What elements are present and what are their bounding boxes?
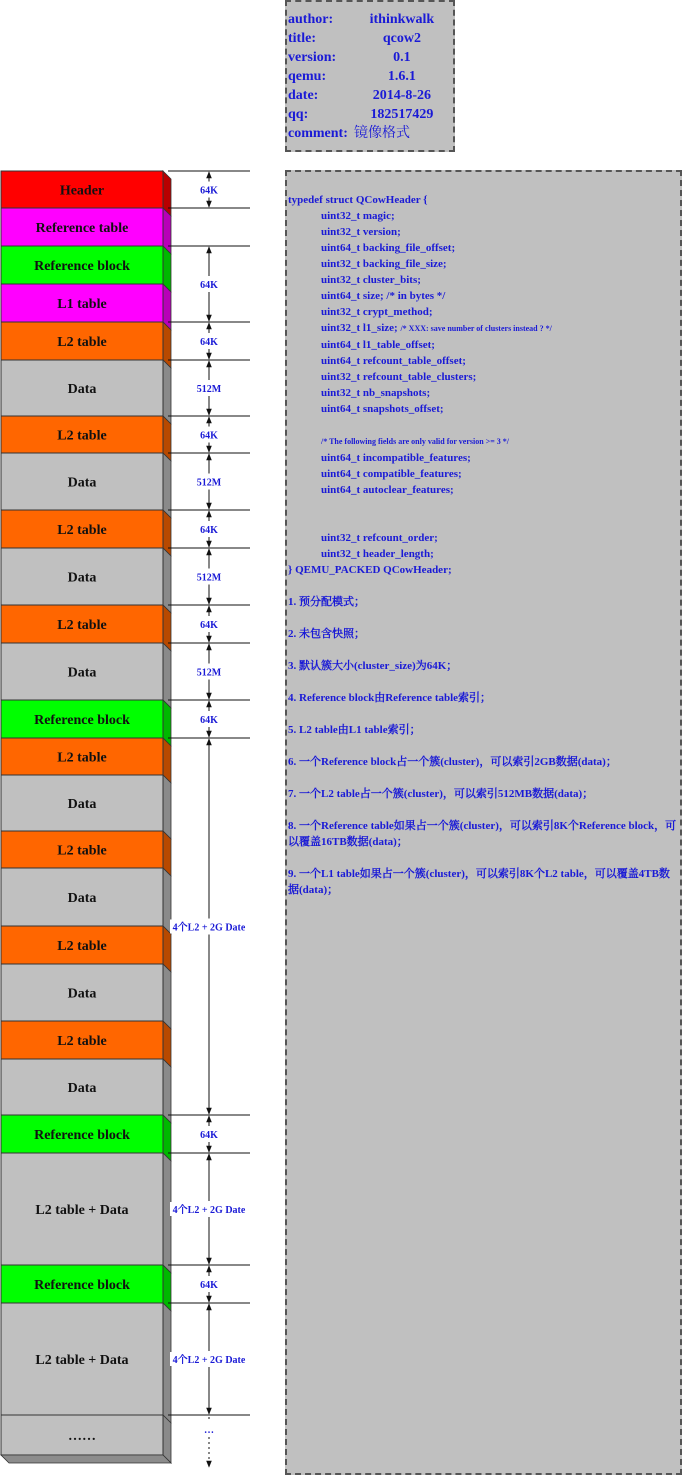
note-item: 8. 一个Reference table如果占一个簇(cluster)，可以索引8K个Reference block，可以覆盖16TB数据(data)； <box>288 820 677 848</box>
dimension-label: 64K <box>200 185 218 197</box>
block-side-face <box>163 1153 171 1273</box>
note-item: 5. L2 table由L1 table索引； <box>288 724 421 736</box>
dimension-label: 512M <box>196 572 222 584</box>
dimension-marker <box>168 510 250 548</box>
layout-block <box>1 360 171 424</box>
code-field: uint64_t snapshots_offset; <box>321 403 444 415</box>
code-field: uint64_t refcount_table_offset; <box>321 355 466 367</box>
metadata-rows <box>288 10 451 124</box>
layout-block <box>1 868 171 934</box>
code-field: uint32_t refcount_table_clusters; <box>321 371 477 383</box>
block-label: L2 table <box>57 1034 107 1049</box>
layout-block <box>1 964 171 1029</box>
dimension-label: 512M <box>196 477 222 489</box>
block-label: Reference block <box>34 713 130 728</box>
block-label: L2 table <box>57 843 107 859</box>
block-label: L2 table <box>57 750 107 766</box>
block-label: Data <box>67 986 97 1002</box>
note-item: 2. 未包含快照； <box>288 628 365 640</box>
layout-block <box>1 775 171 839</box>
metadata-value: 2014-8-26 <box>372 88 432 103</box>
metadata-row <box>288 86 451 105</box>
code-field: uint64_t size; /* in bytes */ <box>321 290 446 302</box>
block-label: L2 table <box>57 618 107 633</box>
metadata-key: version: <box>288 50 337 65</box>
code-comment-v3: /* The following fields are only valid for version >= 3 */ <box>321 437 510 446</box>
dimension-label: 64K <box>200 525 218 536</box>
metadata-key: date: <box>288 88 319 103</box>
dimension-marker <box>168 322 250 360</box>
metadata-row <box>288 67 451 86</box>
block-label: L2 table + Data <box>35 1353 129 1368</box>
code-fields <box>288 210 455 318</box>
code-fields-4 <box>288 532 438 560</box>
code-fields-2 <box>288 339 476 415</box>
dimension-marker <box>168 360 250 416</box>
code-field-l1: uint32_t l1_size; <box>321 322 398 334</box>
block-side-face <box>163 453 171 518</box>
dimension-marker <box>168 453 250 510</box>
code-open-line: typedef struct QCowHeader { <box>288 194 428 206</box>
dimension-marker <box>168 700 250 738</box>
code-field: uint64_t backing_file_offset; <box>321 242 456 254</box>
metadata-panel <box>285 0 455 152</box>
block-label: Data <box>67 475 97 491</box>
dimension-label: 64K <box>200 715 218 726</box>
block-label: Data <box>67 891 97 906</box>
metadata-value: 镜像格式 <box>354 126 410 141</box>
dimension-label: 64K <box>200 1280 218 1291</box>
metadata-row <box>288 105 451 124</box>
dimension-marker <box>168 1265 250 1303</box>
code-field: uint32_t refcount_order; <box>321 532 438 544</box>
layout-block <box>1 453 171 518</box>
code-block <box>288 176 680 578</box>
layout-block <box>1 1153 171 1273</box>
block-label: Data <box>67 797 97 812</box>
code-field: uint64_t compatible_features; <box>321 468 462 480</box>
block-side-face <box>163 868 171 934</box>
dimension-label: 4个L2 + 2G Date <box>172 1355 246 1366</box>
dimension-label: 64K <box>200 620 218 631</box>
dimension-label: 64K <box>200 430 218 442</box>
block-label: L2 table <box>57 523 107 538</box>
block-label: Data <box>67 382 97 397</box>
dimension-label: 512M <box>196 667 222 679</box>
metadata-row <box>288 10 451 29</box>
metadata-key: title: <box>288 31 316 46</box>
dimension-marker <box>168 1153 250 1265</box>
dimension-marker <box>168 548 250 605</box>
dimension-label: 4个L2 + 2G Date <box>172 922 246 934</box>
dimension-marker <box>168 1303 250 1415</box>
block-side-face <box>163 1059 171 1123</box>
block-label: Reference block <box>34 1278 130 1293</box>
notes-panel <box>285 170 682 1475</box>
dimension-label: 64K <box>200 1130 218 1141</box>
code-close-line: } QEMU_PACKED QCowHeader; <box>288 564 452 576</box>
block-label: Header <box>59 183 105 199</box>
code-field: uint32_t nb_snapshots; <box>321 387 431 399</box>
note-item: 7. 一个L2 table占一个簇(cluster)，可以索引512MB数据(data)； <box>288 788 594 800</box>
block-label: L2 table <box>57 335 107 350</box>
dimension-marker <box>168 246 250 322</box>
block-label: Data <box>67 665 97 681</box>
dimension-marker <box>168 416 250 453</box>
block-label: Reference block <box>34 1128 130 1143</box>
code-field: uint32_t cluster_bits; <box>321 274 421 286</box>
block-side-face <box>163 964 171 1029</box>
block-label: L2 table + Data <box>35 1203 129 1218</box>
metadata-row <box>288 48 451 67</box>
note-item: 4. Reference block由Reference table索引； <box>288 692 492 704</box>
code-field: uint32_t version; <box>321 226 401 238</box>
code-fields-3 <box>288 452 471 496</box>
code-field: uint32_t crypt_method; <box>321 306 433 318</box>
code-field: uint32_t magic; <box>321 210 395 222</box>
block-label: Data <box>67 1081 97 1096</box>
dimension-marker <box>168 738 250 1115</box>
metadata-row <box>288 29 451 48</box>
metadata-value: qcow2 <box>382 31 421 46</box>
dimension-marker <box>168 1115 250 1153</box>
dimension-label: 512M <box>196 384 222 395</box>
block-side-face <box>163 360 171 424</box>
metadata-value: 182517429 <box>370 107 434 122</box>
layout-block <box>1 643 171 708</box>
layout-block <box>1 1303 171 1423</box>
metadata-value: 0.1 <box>393 50 411 65</box>
metadata-value: 1.6.1 <box>387 69 416 84</box>
metadata-value: ithinkwalk <box>369 12 435 27</box>
metadata-key: author: <box>288 12 334 27</box>
note-item: 1. 预分配模式； <box>288 596 365 608</box>
dimension-label: 64K <box>200 280 218 291</box>
metadata-key: qq: <box>288 107 309 122</box>
block-label: Reference block <box>34 259 130 274</box>
block-label: L2 table <box>57 939 107 954</box>
code-field: uint32_t header_length; <box>321 548 434 560</box>
block-label: L1 table <box>57 297 107 312</box>
block-label: Data <box>67 570 97 586</box>
block-label: L2 table <box>57 428 107 444</box>
dimension-marker <box>168 605 250 643</box>
block-side-face <box>163 1303 171 1423</box>
block-label: Reference table <box>35 221 129 236</box>
note-item: 6. 一个Reference block占一个簇(cluster)，可以索引2GB数据(data)； <box>288 756 617 768</box>
dimension-marker <box>168 171 250 208</box>
layout-block <box>1 548 171 613</box>
dimension-label: 64K <box>200 337 218 348</box>
dimension-marker <box>168 643 250 700</box>
code-field: uint32_t backing_file_size; <box>321 258 447 270</box>
dimension-marker <box>168 1415 250 1467</box>
metadata-key: comment: <box>288 126 348 141</box>
stack-bottom-face <box>1 1455 171 1463</box>
metadata-row-comment <box>288 124 451 143</box>
code-comment-l1: /* XXX: save number of clusters instead ? */ <box>400 324 552 333</box>
block-side-face <box>163 548 171 613</box>
block-label: …… <box>68 1429 96 1444</box>
dimension-label: … <box>204 1425 214 1436</box>
block-side-face <box>163 643 171 708</box>
note-item: 3. 默认簇大小(cluster_size)为64K； <box>288 660 458 672</box>
code-field: uint64_t l1_table_offset; <box>321 339 435 351</box>
notes-list <box>288 578 680 914</box>
code-field: uint64_t incompatible_features; <box>321 452 471 464</box>
metadata-key: qemu: <box>288 69 327 84</box>
dimension-label: 4个L2 + 2G Date <box>172 1205 246 1216</box>
code-field: uint64_t autoclear_features; <box>321 484 454 496</box>
block-side-face <box>163 775 171 839</box>
note-item: 9. 一个L1 table如果占一个簇(cluster)，可以索引8K个L2 table，可以覆盖4TB数据(data)； <box>288 868 670 896</box>
layout-block <box>1 1059 171 1123</box>
